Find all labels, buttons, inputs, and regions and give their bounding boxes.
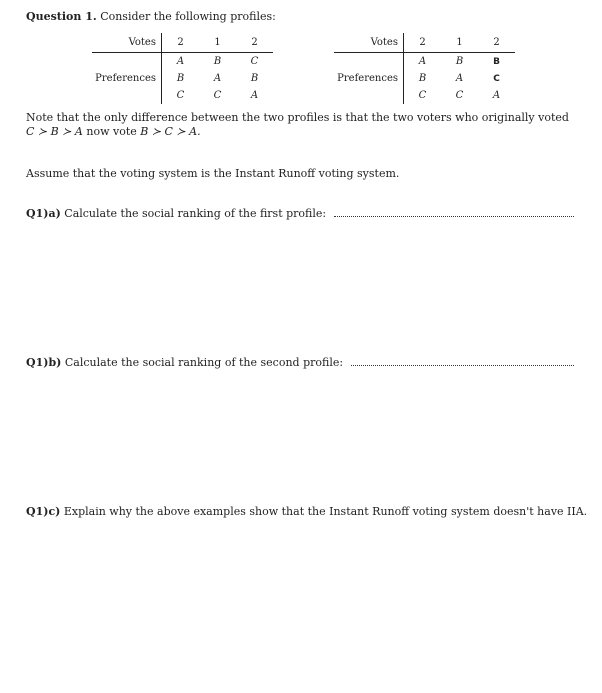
votes-row — [92, 33, 273, 53]
pref-cell: C — [250, 56, 259, 67]
pref-cell: B — [455, 56, 464, 67]
pref-cell: A — [213, 73, 222, 84]
question-1c — [26, 505, 587, 518]
pref-cell: B — [176, 73, 185, 84]
note-text: Note that the only difference between the two profiles is that the two voters who originally voted — [26, 111, 569, 124]
votes-cell: 1 — [199, 33, 236, 53]
note-now-vote: now vote — [86, 125, 137, 138]
pref-cell: B — [250, 73, 259, 84]
votes-cell: 2 — [478, 33, 515, 53]
question-heading — [26, 10, 276, 23]
note-original-order: C ≻ B ≻ A — [26, 125, 83, 138]
pref-cell: A — [418, 56, 427, 67]
pref-cell: A — [176, 56, 185, 67]
q1a-label: Q1)a) — [26, 207, 61, 220]
votes-row — [334, 33, 515, 53]
question-1a — [26, 207, 574, 220]
votes-label: Votes — [334, 33, 404, 53]
q1b-label: Q1)b) — [26, 356, 62, 369]
pref-cell: C — [176, 90, 185, 101]
votes-cell: 2 — [162, 33, 200, 53]
pref-cell: A — [492, 90, 501, 101]
profile-1-table — [92, 33, 273, 104]
pref-cell: B — [213, 56, 222, 67]
question-1b — [26, 356, 574, 369]
note-paragraph — [26, 111, 576, 139]
pref-cell: C — [213, 90, 222, 101]
profile-2-table — [334, 33, 515, 104]
pref-cell: B — [418, 73, 427, 84]
question-intro: Consider the following profiles: — [100, 10, 276, 23]
pref-cell: C — [455, 90, 464, 101]
pref-cell: A — [250, 90, 259, 101]
q1c-label: Q1)c) — [26, 505, 61, 518]
q1b-text: Calculate the social ranking of the second profile: — [64, 356, 344, 369]
q1b-answer-line[interactable] — [351, 356, 574, 366]
q1a-answer-line[interactable] — [334, 207, 574, 217]
pref-cell: C — [418, 90, 427, 101]
q1a-text: Calculate the social ranking of the first profile: — [64, 207, 327, 220]
preferences-label: Preferences — [92, 53, 162, 105]
preference-row — [334, 53, 515, 71]
pref-cell-changed: B — [493, 56, 500, 67]
votes-cell: 2 — [236, 33, 273, 53]
votes-cell: 1 — [441, 33, 478, 53]
question-number: Question 1. — [26, 10, 97, 23]
pref-cell: A — [455, 73, 464, 84]
note-new-order: B ≻ C ≻ A. — [140, 125, 201, 138]
votes-label: Votes — [92, 33, 162, 53]
pref-cell-changed: C — [493, 73, 500, 84]
preference-row — [92, 53, 273, 71]
assumption-text: Assume that the voting system is the Instant Runoff voting system. — [26, 167, 400, 180]
preferences-label: Preferences — [334, 53, 404, 105]
q1c-text: Explain why the above examples show that the Instant Runoff voting system doesn't have IIA. — [63, 505, 588, 518]
votes-cell: 2 — [404, 33, 442, 53]
